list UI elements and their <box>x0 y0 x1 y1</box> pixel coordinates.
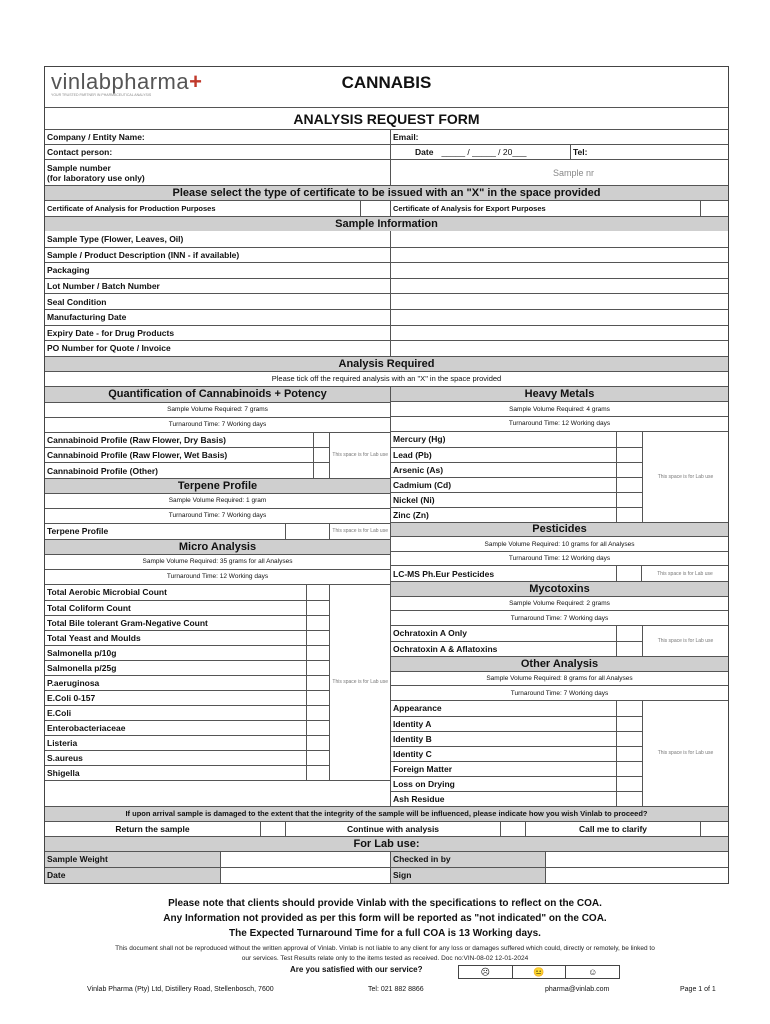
call-me-label: Call me to clarify <box>525 822 700 836</box>
micro-checkbox-column <box>306 585 329 780</box>
analysis-checkbox[interactable] <box>307 765 329 780</box>
note-line-2: Any Information not provided as per this form will be reported as "not indicated" on the COA. <box>163 913 607 924</box>
sample-info-field[interactable] <box>390 341 728 356</box>
analysis-checkbox[interactable] <box>617 716 642 731</box>
analysis-checkbox[interactable] <box>617 761 642 776</box>
disclaimer <box>0 944 770 964</box>
terpene-item-row <box>45 523 390 539</box>
cannabinoid-row <box>45 462 329 477</box>
company-field[interactable]: Company / Entity Name: <box>47 132 145 142</box>
return-sample-checkbox[interactable] <box>260 822 285 836</box>
date-format: _____ / _____ / 20___ <box>441 147 527 157</box>
other-items <box>391 700 728 806</box>
micro-turnaround: Turnaround Time: 12 Working days <box>45 569 390 584</box>
certificate-header: Please select the type of certificate to be issued with an "X" in the space provided <box>172 187 601 199</box>
cannabinoids-items <box>45 432 390 478</box>
lab-use-row-2 <box>45 867 728 883</box>
analysis-checkbox[interactable] <box>307 720 329 735</box>
form-subtitle-row <box>45 107 728 129</box>
analysis-checkbox[interactable] <box>307 660 329 675</box>
disclaimer-line-1: This document shall not be reproduced without the written approval of Vinlab. Vinlab is not liable to any client for any loss or damages suffered which could, directly or remotely, be linked to <box>115 945 655 952</box>
cannabinoid-row <box>45 433 329 447</box>
analysis-item: Shigella <box>45 765 306 780</box>
mycotoxins-list <box>391 626 616 656</box>
analysis-checkbox[interactable] <box>617 776 642 791</box>
analysis-checkbox[interactable] <box>307 705 329 720</box>
form-header <box>45 67 728 107</box>
checked-in-field[interactable] <box>545 852 728 867</box>
pesticides-checkbox[interactable] <box>616 566 641 581</box>
lab-date-label: Date <box>45 868 220 883</box>
analysis-item: E.Coli <box>45 705 306 720</box>
analysis-item: Nickel (Ni) <box>391 492 616 507</box>
micro-lab-use: This space is for Lab use <box>329 585 390 780</box>
heavy-metals-header: Heavy Metals <box>391 387 728 402</box>
analysis-item: Total Coliform Count <box>45 600 306 615</box>
satisfaction-question: Are you satisfied with our service? <box>290 965 423 974</box>
cannabinoids-turnaround: Turnaround Time: 7 Working days <box>45 417 390 432</box>
analysis-item: Arsenic (As) <box>391 462 616 477</box>
date-field[interactable] <box>390 145 570 159</box>
client-row-2 <box>45 144 728 159</box>
sample-info-row <box>45 231 728 247</box>
analysis-item: Appearance <box>393 703 442 714</box>
cannabinoid-checkbox[interactable] <box>313 433 329 447</box>
cannabinoid-item: Cannabinoid Profile (Other) <box>47 465 158 476</box>
sample-info-field[interactable] <box>390 310 728 325</box>
mycotoxins-turnaround: Turnaround Time: 7 Working days <box>391 610 728 625</box>
analysis-item: Cadmium (Cd) <box>391 477 616 492</box>
sad-face-icon[interactable]: ☹ <box>459 966 513 978</box>
analysis-item: S.aureus <box>45 750 306 765</box>
cannabinoids-header: Quantification of Cannabinoids + Potency <box>45 387 390 402</box>
analysis-instruction: Please tick off the required analysis with an "X" in the space provided <box>271 374 502 384</box>
analysis-item: Lead (Pb) <box>391 447 616 462</box>
analysis-header: Analysis Required <box>338 357 435 370</box>
mycotoxins-lab-use: This space is for Lab use <box>642 626 728 656</box>
continue-analysis-label: Continue with analysis <box>285 822 500 836</box>
sign-field[interactable] <box>545 868 728 883</box>
pesticides-header: Pesticides <box>391 522 728 537</box>
terpene-lab-use: This space is for Lab use <box>329 524 390 539</box>
analysis-checkbox[interactable] <box>307 645 329 660</box>
production-certificate-checkbox[interactable] <box>360 201 390 216</box>
neutral-face-icon[interactable]: 😐 <box>513 966 567 978</box>
client-row-3 <box>45 159 728 185</box>
email-field[interactable]: Email: <box>390 130 728 144</box>
other-lab-use: This space is for Lab use <box>642 701 728 806</box>
sample-info-row <box>45 278 728 294</box>
mycotoxins-checkbox-column <box>616 626 642 656</box>
satisfaction-options <box>458 965 620 979</box>
cannabinoids-volume: Sample Volume Required: 7 grams <box>45 402 390 417</box>
analysis-checkbox[interactable] <box>617 462 642 477</box>
analysis-item: P.aeruginosa <box>45 675 306 690</box>
other-turnaround: Turnaround Time: 7 Working days <box>391 685 728 700</box>
analysis-grid <box>45 386 728 806</box>
analysis-item: E.Coli 0-157 <box>45 690 306 705</box>
analysis-checkbox[interactable] <box>617 507 642 522</box>
certificate-options-row <box>45 200 728 216</box>
sample-info-rows <box>45 231 728 356</box>
cannabinoid-item: Cannabinoid Profile (Raw Flower, Wet Basis) <box>47 450 228 461</box>
sample-info-label: Lot Number / Batch Number <box>47 281 160 292</box>
heavy-metals-turnaround: Turnaround Time: 12 Working days <box>391 416 728 431</box>
cannabinoid-row <box>45 447 329 462</box>
sample-info-label: Manufacturing Date <box>47 312 127 323</box>
damage-options-row <box>45 821 728 836</box>
analysis-checkbox[interactable] <box>617 477 642 492</box>
continue-analysis-checkbox[interactable] <box>500 822 525 836</box>
sample-info-label: Sample Type (Flower, Leaves, Oil) <box>47 233 184 244</box>
other-list <box>391 701 616 806</box>
heavy-metals-list <box>391 432 616 522</box>
export-certificate-label: Certificate of Analysis for Export Purposes <box>390 201 700 216</box>
cannabinoid-item: Cannabinoid Profile (Raw Flower, Dry Basis) <box>47 434 227 445</box>
analysis-header-row <box>45 356 728 371</box>
analysis-item: Enterobacteriaceae <box>45 720 306 735</box>
cannabinoid-checkbox[interactable] <box>313 448 329 462</box>
cannabinoid-checkbox[interactable] <box>313 463 329 477</box>
other-checkbox-column <box>616 701 642 806</box>
logo-plus-icon: + <box>189 69 202 94</box>
analysis-checkbox[interactable] <box>307 615 329 630</box>
sample-info-field[interactable] <box>390 231 728 247</box>
lab-use-header: For Lab use: <box>353 837 420 850</box>
analysis-checkbox[interactable] <box>307 585 329 600</box>
footer-email[interactable]: pharma@vinlab.com <box>545 986 610 993</box>
analysis-checkbox[interactable] <box>617 492 642 507</box>
analysis-item: Identity B <box>391 731 616 746</box>
sample-weight-field[interactable] <box>220 852 390 867</box>
analysis-checkbox[interactable] <box>307 630 329 645</box>
sample-info-field[interactable] <box>390 326 728 341</box>
analysis-checkbox[interactable] <box>307 675 329 690</box>
terpene-checkbox[interactable] <box>285 524 330 539</box>
sample-info-row <box>45 309 728 325</box>
analysis-item: Ash Residue <box>391 791 616 806</box>
analysis-item: Ochratoxin A Only <box>393 628 467 639</box>
sample-info-label: Sample / Product Description (INN - if available) <box>47 249 240 260</box>
micro-list <box>45 585 306 780</box>
sample-info-header-row <box>45 216 728 231</box>
terpene-header: Terpene Profile <box>45 478 390 493</box>
sample-info-label: Seal Condition <box>47 296 107 307</box>
pesticides-item-row <box>391 565 728 581</box>
analysis-item: Total Yeast and Moulds <box>45 630 306 645</box>
analysis-request-form <box>44 66 729 884</box>
sample-info-label: PO Number for Quote / Invoice <box>47 343 171 354</box>
analysis-checkbox[interactable] <box>617 791 642 806</box>
production-certificate-label: Certificate of Analysis for Production Purposes <box>47 204 216 213</box>
analysis-item: Ochratoxin A & Aflatoxins <box>391 641 616 656</box>
sample-weight-label: Sample Weight <box>45 852 220 867</box>
client-row-1 <box>45 129 728 144</box>
pesticides-lab-use: This space is for Lab use <box>641 566 728 581</box>
heavy-metals-checkbox-column <box>616 432 642 522</box>
happy-face-icon[interactable]: ☺ <box>588 967 598 977</box>
analysis-item: Identity A <box>391 716 616 731</box>
certificate-header-row <box>45 185 728 200</box>
analysis-right-column <box>391 387 728 806</box>
analysis-item: Zinc (Zn) <box>391 507 616 522</box>
analysis-checkbox[interactable] <box>617 641 642 656</box>
note-line-3: The Expected Turnaround Time for a full COA is 13 Working days. <box>229 928 541 939</box>
mycotoxins-header: Mycotoxins <box>391 581 728 596</box>
analysis-checkbox[interactable] <box>617 447 642 462</box>
analysis-item: Identity C <box>391 746 616 761</box>
footer-page: Page 1 of 1 <box>680 986 716 993</box>
heavy-metals-lab-use: This space is for Lab use <box>642 432 728 522</box>
other-volume: Sample Volume Required: 8 grams for all Analyses <box>391 671 728 686</box>
analysis-checkbox[interactable] <box>617 626 642 641</box>
damage-text: If upon arrival sample is damaged to the extent that the integrity of the sample will be influenced, please indicate how you wish Vinlab to proceed? <box>125 809 648 819</box>
lab-use-row-1 <box>45 851 728 867</box>
analysis-item: Foreign Matter <box>391 761 616 776</box>
analysis-checkbox[interactable] <box>307 750 329 765</box>
sample-nr-field[interactable]: Sample nr <box>390 160 728 185</box>
analysis-checkbox[interactable] <box>307 735 329 750</box>
analysis-left-column <box>45 387 391 806</box>
sample-info-label: Expiry Date - for Drug Products <box>47 327 175 338</box>
tel-field[interactable]: Tel: <box>570 145 728 159</box>
sample-info-field[interactable] <box>390 279 728 294</box>
terpene-item: Terpene Profile <box>47 526 109 537</box>
analysis-checkbox[interactable] <box>617 432 642 447</box>
sample-number-text: Sample number <box>47 162 111 173</box>
terpene-volume: Sample Volume Required: 1 gram <box>45 493 390 508</box>
analysis-item: Mercury (Hg) <box>393 434 446 445</box>
logo-text: vinlabpharma <box>51 69 190 94</box>
contact-field[interactable]: Contact person: <box>47 147 113 157</box>
analysis-checkbox[interactable] <box>617 701 642 716</box>
disclaimer-line-2: our services. Test Results relate only to the items tested as received. Doc no:VIN-08-02 12-01-2024 <box>241 955 529 962</box>
date-label: Date <box>415 147 434 157</box>
export-certificate-checkbox[interactable] <box>700 201 728 216</box>
micro-blank <box>45 780 390 806</box>
analysis-item: Salmonella p/10g <box>45 645 306 660</box>
sample-info-row <box>45 262 728 278</box>
form-subtitle: ANALYSIS REQUEST FORM <box>293 110 480 127</box>
sample-number-label <box>45 160 390 185</box>
analysis-item: Total Bile tolerant Gram-Negative Count <box>45 615 306 630</box>
lab-use-only-text: (for laboratory use only) <box>47 172 145 183</box>
terpene-turnaround: Turnaround Time: 7 Working days <box>45 508 390 523</box>
sample-info-row <box>45 340 728 356</box>
damage-row <box>45 806 728 821</box>
pesticides-turnaround: Turnaround Time: 12 Working days <box>391 551 728 566</box>
analysis-checkbox[interactable] <box>617 731 642 746</box>
analysis-item: Total Aerobic Microbial Count <box>47 587 167 598</box>
sample-info-row <box>45 293 728 309</box>
sample-info-field[interactable] <box>390 263 728 278</box>
lab-use-header-row <box>45 836 728 851</box>
mycotoxins-volume: Sample Volume Required: 2 grams <box>391 596 728 611</box>
sample-info-label: Packaging <box>47 265 90 276</box>
call-me-checkbox[interactable] <box>700 822 728 836</box>
cannabinoids-lab-use: This space is for Lab use <box>329 433 390 478</box>
sample-info-row <box>45 247 728 263</box>
pesticides-volume: Sample Volume Required: 10 grams for all Analyses <box>391 536 728 551</box>
analysis-item: Loss on Drying <box>391 776 616 791</box>
micro-header: Micro Analysis <box>45 539 390 554</box>
analysis-item: Salmonella p/25g <box>45 660 306 675</box>
note-line-1: Please note that clients should provide Vinlab with the specifications to reflect on the COA. <box>168 898 602 909</box>
sample-info-field[interactable] <box>390 294 728 309</box>
micro-volume: Sample Volume Required: 35 grams for all Analyses <box>45 554 390 569</box>
return-sample-label: Return the sample <box>115 823 190 834</box>
page-title: CANNABIS <box>341 73 432 92</box>
logo-tagline: YOUR TRUSTED PARTNER IN PHARMACEUTICAL ANALYSIS <box>51 93 152 97</box>
heavy-metals-items <box>391 431 728 522</box>
heavy-metals-volume: Sample Volume Required: 4 grams <box>391 401 728 416</box>
pesticides-item: LC-MS Ph.Eur Pesticides <box>393 568 495 579</box>
analysis-checkbox[interactable] <box>617 746 642 761</box>
notes <box>0 896 770 941</box>
sign-label: Sign <box>390 868 545 883</box>
sample-info-row <box>45 325 728 341</box>
cannabinoids-list <box>45 433 329 478</box>
analysis-item: Listeria <box>45 735 306 750</box>
sample-info-field[interactable] <box>390 248 728 263</box>
footer-tel: Tel: 021 882 8866 <box>368 986 424 993</box>
footer-address: Vinlab Pharma (Pty) Ltd, Distillery Road, Stellenbosch, 7600 <box>87 986 274 993</box>
sample-info-header: Sample Information <box>335 218 438 230</box>
checked-in-label: Checked in by <box>390 852 545 867</box>
analysis-checkbox[interactable] <box>307 690 329 705</box>
mycotoxins-items <box>391 625 728 656</box>
lab-date-field[interactable] <box>220 868 390 883</box>
analysis-checkbox[interactable] <box>307 600 329 615</box>
analysis-instruction-row <box>45 371 728 386</box>
micro-items <box>45 584 390 780</box>
other-header: Other Analysis <box>391 656 728 671</box>
